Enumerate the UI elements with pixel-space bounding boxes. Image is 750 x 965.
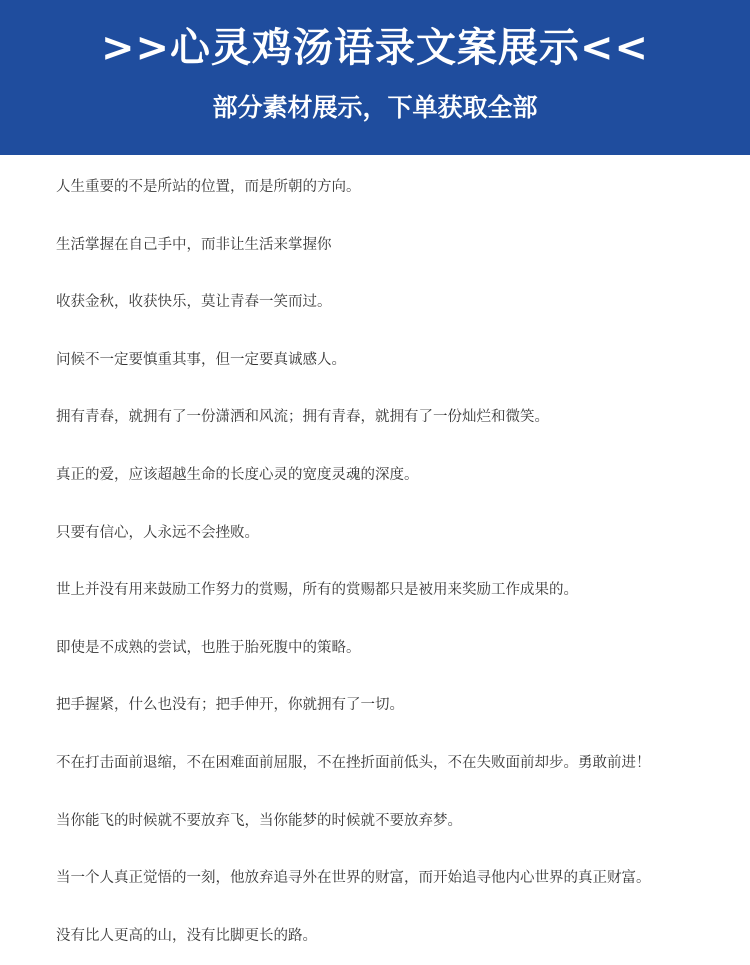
quote-item: 真正的爱，应该超越生命的长度心灵的宽度灵魂的深度。: [56, 466, 419, 483]
quote-item: 拥有青春，就拥有了一份潇洒和风流；拥有青春，就拥有了一份灿烂和微笑。: [56, 409, 549, 426]
header-banner: [0, 0, 750, 155]
quote-item: 收获金秋，收获快乐，莫让青春一笑而过。: [56, 294, 332, 311]
quote-item: 当你能飞的时候就不要放弃飞，当你能梦的时候就不要放弃梦。: [56, 812, 462, 829]
quote-item: 人生重要的不是所站的位置，而是所朝的方向。: [56, 179, 361, 195]
page-title: >>心灵鸡汤语录文案展示<<: [100, 25, 650, 71]
quote-item: 世上并没有用来鼓励工作努力的赏赐，所有的赏赐都只是被用来奖励工作成果的。: [56, 582, 578, 599]
page-subtitle: 部分素材展示，下单获取全部: [212, 93, 538, 122]
quote-list: [0, 159, 750, 965]
quote-item: 不在打击面前退缩，不在困难面前屈服，不在挫折面前低头，不在失败面前却步。勇敢前进！: [56, 754, 651, 771]
quote-item: 问候不一定要慎重其事，但一定要真诚感人。: [56, 351, 346, 368]
quote-item: 生活掌握在自己手中，而非让生活来掌握你: [56, 236, 332, 253]
quote-item: 把手握紧，什么也没有；把手伸开，你就拥有了一切。: [56, 697, 404, 714]
quote-item: 当一个人真正觉悟的一刻，他放弃追寻外在世界的财富，而开始追寻他内心世界的真正财富。: [56, 870, 651, 887]
quote-item: 只要有信心，人永远不会挫败。: [56, 524, 259, 541]
quote-item: 即使是不成熟的尝试，也胜于胎死腹中的策略。: [56, 639, 361, 656]
quote-item: 没有比人更高的山，没有比脚更长的路。: [56, 927, 317, 944]
